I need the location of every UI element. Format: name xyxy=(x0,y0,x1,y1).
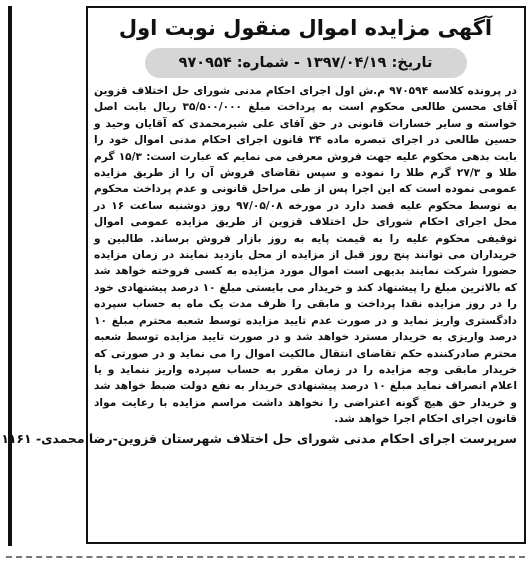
date-number-line: تاریخ: ۱۳۹۷/۰۴/۱۹ - شماره: ۹۷۰۹۵۴ xyxy=(145,48,467,78)
notice-signature: سرپرست اجرای احکام مدنی شورای حل اختلاف شهرستان قزوین-رضا محمدی- ۱۱۶۱ xyxy=(1,430,517,446)
cut-line xyxy=(6,556,525,558)
auction-notice xyxy=(1,6,526,544)
notice-body: در پرونده کلاسه ۹۷۰۵۹۴ م.ش اول اجرای احکام مدنی شورای حل اختلاف قزوین آقای محسن طالعی محکوم است به پرداخت مبلغ ۳۵/۵۰۰/۰۰۰ ریال بابت اصل خواسته و سایر خسارات قانونی در حق آقای علی شیرمحمدی که آقایان وحید و حسین طالعی در اجرای تبصره ماده ۳۴ قانون اجرای احکام مدنی اموال خود را بابت بدهی محکوم علیه جهت فروش معرفی می نمایم که عبارت است: ۱۵/۳ گرم طلا و ۲۷/۳ گرم طلا را نموده و سپس تقاضای فروش آن را از طریق مزایده عمومی نموده است که این اجرا پس از طی مراحل قانونی و عدم پرداخت محکوم به توسط محکوم علیه قصد دارد در مورخه ۹۷/۰۵/۰۸ روز دوشنبه ساعت ۱۶ در محل اجرای احکام شورای حل اختلاف قزوین از طریق مزایده عمومی اموال توقیفی محکوم علیه را به قیمت پایه به روز بازار فروش برساند. طالبین و خریداران می توانند پنج روز قبل از مزایده از محل بازدید نمایند در زمان مزایده حضورا شرکت نمایند بدیهی است اموال مورد مزایده به کسی فروخته خواهد شد که بالاترین مبلغ را پیشنهاد کند و خریدار می بایستی مبلغ ۱۰ درصد پیشنهادی خود را در روز مزایده نقدا پرداخت و مابقی را ظرف مدت یک ماه به حساب سپرده دادگستری واریز نماید و در صورت عدم تایید مزایده توسط شعبه محترم مبلغ ۱۰ درصد واریزی به خریدار مسترد خواهد شد و در صورت تایید مزایده توسط شعبه محترم صادرکننده حکم تقاضای انتقال مالکیت اموال را می نماید و در صورتی که خریدار مابقی وجه مزایده را در زمان مقرر به حساب سپرده واریز ننماید و یا اعلام انصراف نماید مبلغ ۱۰ درصد پیشنهادی خریدار به نفع دولت ضبط خواهد شد و خریدار حق هیچ گونه اعتراضی را نخواهد داشت مراسم مزایده با رعایت مواد قانون اجرای احکام اجرا خواهد شد. xyxy=(94,85,518,426)
page-divider-bar xyxy=(8,6,12,546)
notice-title: آگهی مزایده اموال منقول نوبت اول xyxy=(118,16,493,40)
